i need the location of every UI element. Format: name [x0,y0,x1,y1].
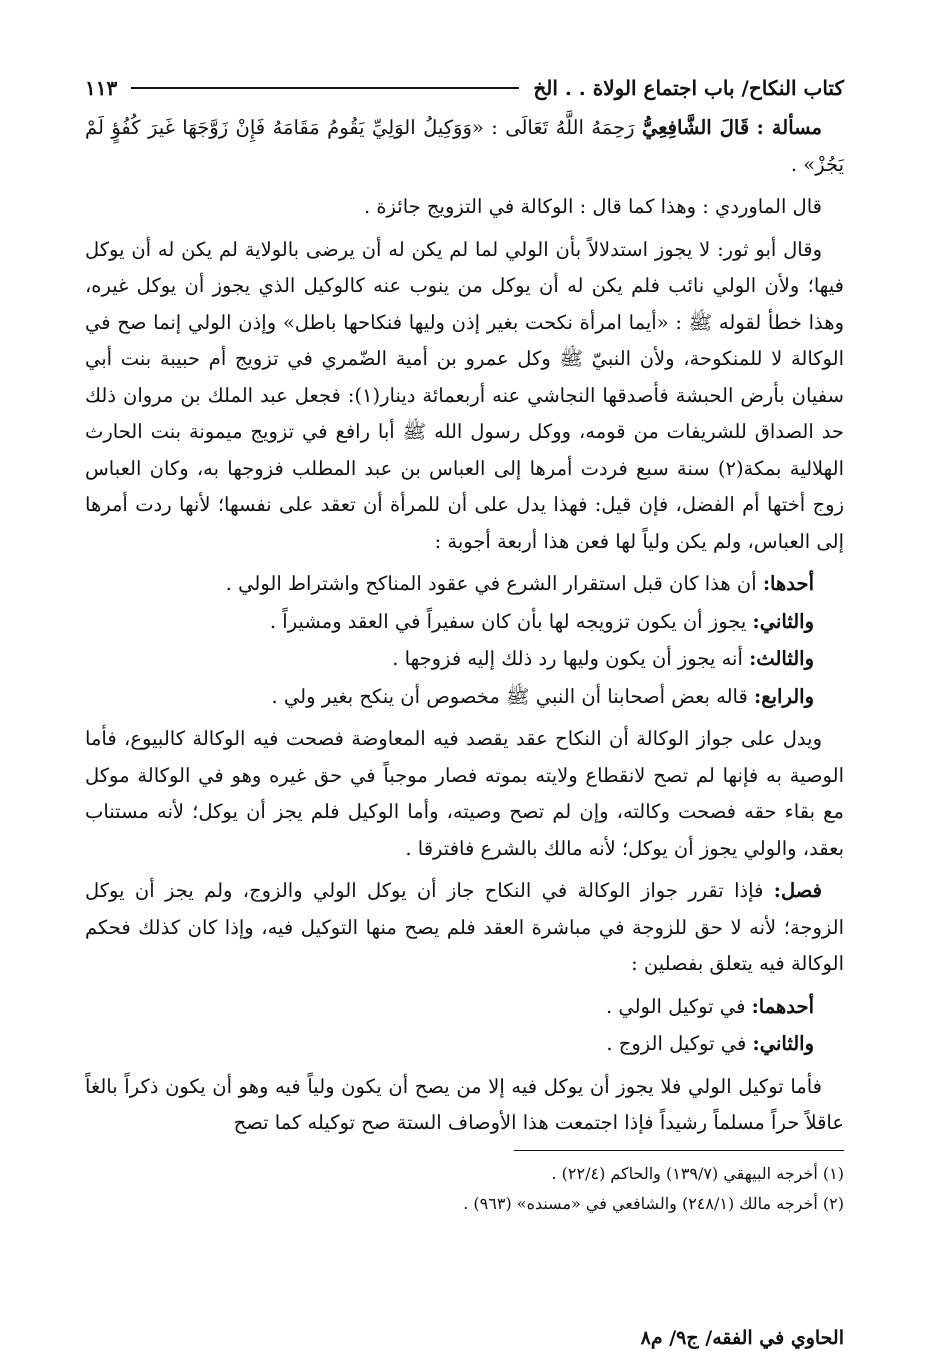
answer-2-text: يجوز أن يكون تزويجه لها بأن كان سفيراً في العقد ومشيراً . [269,609,747,633]
section-1 [85,989,844,1026]
answer-1-label: أحدها: [762,572,814,595]
fasl-label: فصل: [773,879,822,902]
page-header [85,66,844,110]
answer-4-text: قاله بعض أصحابنا أن النبي ﷺ مخصوص أن ينكح بغير ولي . [271,684,748,708]
answer-4-label: والرابع: [754,684,814,708]
section-1-label: أحدهما: [751,994,814,1018]
answer-1 [85,566,844,603]
main-text [85,110,844,1142]
header-rule [131,87,519,89]
page-number: ١١٣ [85,76,118,100]
answer-2 [85,604,844,641]
answer-3 [85,641,844,678]
section-2-text: في توكيل الزوج . [606,1032,747,1055]
running-title: كتاب النكاح/ باب اجتماع الولاة . . الخ [533,76,844,100]
paragraph-mawardi: قال الماوردي : وهذا كما قال : الوكالة في التزويج جائزة . [363,195,822,218]
footnote-1: (١) أخرجه البيهقي (١٣٩/٧) والحاكم (٢٢/٤) . [551,1163,844,1183]
footnote-rule [514,1150,844,1151]
section-2-label: والثاني: [752,1032,814,1055]
answer-3-text: أنه يجوز أن يكون وليها رد ذلك إليه فزوجها . [392,647,743,670]
answer-4 [85,679,844,716]
paragraph-fasl [85,873,844,983]
page-footer-signature: الحاوي في الفقه/ ج٩/ م٨ [640,1327,844,1349]
speaker-name: قَالَ الشَّافِعِيُّ [642,116,750,139]
fasl-text: فإذا تقرر جواز الوكالة في النكاح جاز أن يوكل الولي والزوج، ولم يجز أن يوكل الزوجة؛ لأنه لا حق للزوجة في مباشرة العقد فلم يصح منها التوكيل فيه، وإذا كان كذلك فحكم الوكالة فيه يتعلق بفصلين : [85,879,844,975]
quoted-text: رَحِمَهُ اللَّهُ تَعَالَى : «وَوَكِيلُ الوَلِيِّ يَقُومُ مَقَامَهُ فَإِنْ زَوَّجَهَا غَيرَ كُفُؤٍ لَمْ يَجُزْ» . [85,116,844,176]
section-2 [85,1026,844,1063]
footnote-2: (٢) أخرجه مالك (٢٤٨/١) والشافعي في «مسنده» (٩٦٣) . [463,1193,844,1213]
footnotes [85,1159,844,1219]
paragraph-masala [85,110,844,183]
paragraph-abu-thawr: وقال أبو ثور: لا يجوز استدلالاً بأن الولي لما لم يكن له أن يرضى بالولاية لم يكن له أن يوكل فيها؛ ولأن الولي نائب فلم يكن له أن يوكل من ينوب عنه كالوكيل الذي يجوز أن يوكل غيره، وهذا خطأ لقوله ﷺ : «أيما امرأة نكحت بغير إذن وليها فنكاحها باطل» وإذن الولي إنما صح في الوكالة لا للمنكوحة، ولأن النبيّ ﷺ وكل عمرو بن أمية الضّمري في تزويج أم حبيبة بنت أبي سفيان بأرض الحبشة فأصدقها النجاشي عنه أربعمائة دينار(١): فجعل عبد الملك بن مروان ذلك حد الصداق للشريفات من قومه، ووكل رسول الله ﷺ أبا رافع في تزويج ميمونة بنت الحارث الهلالية بمكة(٢) سنة سبع فردت أمرها إلى العباس بن عبد المطلب فزوجها به، وكان العباس زوج أختها أم الفضل، فإن قيل: فهذا يدل على أن للمرأة أن تعقد على نفسها؛ لأنها ردت أمرها إلى العباس، ولم يكن ولياً لها فعن هذا أربعة أجوبة : [85,237,845,553]
paragraph-tawkil: فأما توكيل الولي فلا يجوز أن يوكل فيه إلا من يصح أن يكون ولياً فيه وهو أن يكون ذكراً بالغاً عاقلاً حراً مسلماً رشيداً فإذا اجتمعت هذا الأوصاف الستة صح توكيله كما تصح [85,1074,844,1134]
answer-1-text: أن هذا كان قبل استقرار الشرع في عقود المناكح واشتراط الولي . [225,572,757,595]
answer-3-label: والثالث: [749,647,814,670]
answer-2-label: والثاني: [752,609,814,633]
masala-label: مسألة : [756,116,822,139]
section-1-text: في توكيل الولي . [605,994,746,1018]
paragraph-wakala: ويدل على جواز الوكالة أن النكاح عقد يقصد فيه المعاوضة فصحت فيه الوكالة كالبيوع، فأما الوصية به فإنها لم تصح لانقطاع ولايته بموته فصار موجباً في حق غيره وهو في الوكالة موكل مع بقاء حقه فصحت وكالته، وإن لم تصح وصيته، وأما الوكيل فلم يجز أن يوكل؛ لأنه مستناب بعقد، والولي يجوز أن يوكل؛ لأنه مالك بالشرع فافترقا . [85,727,844,860]
